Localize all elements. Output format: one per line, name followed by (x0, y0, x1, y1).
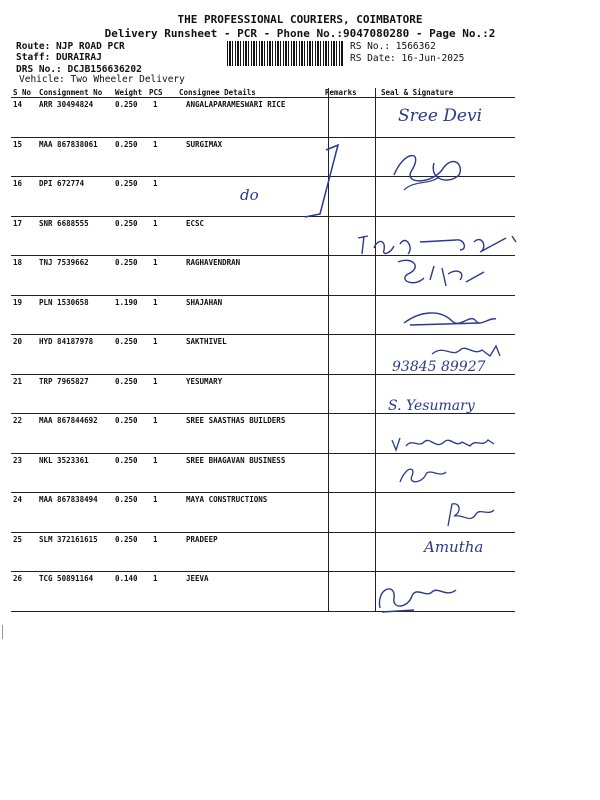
cell-consignment: MAA 867844692 (39, 416, 98, 425)
bracket-mark (300, 142, 350, 222)
cell-sno: 24 (13, 495, 23, 504)
cell-weight: 0.250 (115, 337, 138, 346)
cell-weight: 0.140 (115, 574, 138, 583)
signature-20-phone: 93845 89927 (392, 359, 486, 375)
cell-consignee: SREE BHAGAVAN BUSINESS (186, 455, 286, 465)
cell-sno: 16 (13, 179, 23, 188)
col-header-pcs: PCS (149, 88, 163, 97)
signature-23 (396, 462, 456, 488)
rs-date: RS Date: 16-Jun-2025 (350, 53, 465, 64)
runsheet-subtitle: Delivery Runsheet - PCR - Phone No.:9047080280 - Page No.:2 (104, 27, 496, 40)
cell-sno: 22 (13, 416, 23, 425)
row-rule (11, 216, 515, 217)
col-header-weight: Weight (115, 88, 143, 97)
row-rule (11, 571, 515, 572)
cell-consignment: TRP 7965827 (39, 376, 89, 386)
row-rule (11, 492, 515, 493)
signature-15 (384, 145, 474, 195)
signature-25: Amutha (424, 538, 484, 556)
margin-mark (2, 625, 3, 639)
company-title: THE PROFESSIONAL COURIERS, COIMBATORE (177, 13, 423, 26)
cell-pcs: 1 (153, 534, 158, 544)
cell-consignee: MAYA CONSTRUCTIONS (186, 495, 268, 504)
cell-consignee: ECSC (186, 218, 205, 228)
cell-sno: 14 (13, 100, 23, 109)
cell-consignment: MAA 867838061 (39, 139, 98, 149)
cell-pcs: 1 (153, 179, 158, 188)
col-header-consignee: Consignee Details (179, 88, 256, 97)
cell-weight: 0.250 (115, 179, 138, 188)
route-label: Route: NJP ROAD PCR (16, 41, 125, 52)
cell-consignment: DPI 672774 (39, 179, 85, 188)
vehicle-label: Vehicle: Two Wheeler Delivery (19, 74, 185, 85)
signature-18 (394, 254, 494, 294)
cell-pcs: 1 (153, 139, 158, 149)
ditto-mark: do (240, 186, 259, 204)
cell-weight: 0.250 (115, 455, 138, 465)
cell-consignment: TNJ 7539662 (39, 258, 89, 267)
signature-21: S. Yesumary (388, 398, 475, 414)
cell-consignment: MAA 867838494 (39, 495, 98, 504)
cell-pcs: 1 (153, 100, 158, 109)
cell-consignment: SNR 6688555 (39, 218, 89, 228)
cell-consignee: SAKTHIVEL (186, 337, 227, 346)
cell-consignment: SLM 372161615 (39, 534, 98, 544)
cell-sno: 23 (13, 455, 23, 465)
cell-pcs: 1 (153, 416, 158, 425)
signature-14: Sree Devi (398, 106, 483, 126)
cell-pcs: 1 (153, 218, 158, 228)
row-rule (11, 295, 515, 296)
cell-weight: 0.250 (115, 416, 138, 425)
cell-consignee: ANGALAPARAMESWARI RICE (186, 100, 286, 109)
drs-number: DRS No.: DCJB156636202 (16, 64, 142, 75)
signature-26 (374, 578, 464, 618)
col-header-remarks: Remarks (325, 88, 357, 97)
cell-consignment: TCG 50891164 (39, 574, 94, 583)
cell-pcs: 1 (153, 337, 158, 346)
cell-consignment: HYD 84187978 (39, 337, 94, 346)
cell-weight: 0.250 (115, 495, 138, 504)
cell-pcs: 1 (153, 455, 158, 465)
cell-sno: 21 (13, 376, 23, 386)
cell-pcs: 1 (153, 297, 158, 307)
signature-24 (442, 500, 502, 530)
cell-consignee: RAGHAVENDRAN (186, 258, 241, 267)
row-rule (11, 532, 515, 533)
rs-number: RS No.: 1566362 (350, 41, 436, 52)
cell-pcs: 1 (153, 376, 158, 386)
cell-weight: 0.250 (115, 534, 138, 544)
cell-sno: 26 (13, 574, 23, 583)
row-rule (11, 334, 515, 335)
cell-weight: 0.250 (115, 218, 138, 228)
signature-19 (400, 303, 500, 333)
cell-weight: 1.190 (115, 297, 138, 307)
col-header-consignment: Consignment No (39, 88, 103, 97)
signature-22 (390, 432, 500, 454)
cell-consignee: SHAJAHAN (186, 297, 223, 307)
cell-weight: 0.250 (115, 100, 138, 109)
cell-consignee: YESUMARY (186, 376, 223, 386)
header-rule (11, 97, 515, 98)
cell-pcs: 1 (153, 495, 158, 504)
cell-consignee: SURGIMAX (186, 139, 223, 149)
barcode-image (227, 41, 343, 66)
col-header-signature: Seal & Signature (381, 88, 454, 97)
cell-consignee: JEEVA (186, 574, 209, 583)
cell-consignment: PLN 1530658 (39, 297, 89, 307)
staff-label: Staff: DURAIRAJ (16, 52, 102, 63)
cell-weight: 0.250 (115, 139, 138, 149)
cell-pcs: 1 (153, 258, 158, 267)
cell-consignment: NKL 3523361 (39, 455, 89, 465)
cell-sno: 18 (13, 258, 23, 267)
cell-pcs: 1 (153, 574, 158, 583)
remarks-rule-right (375, 88, 376, 612)
cell-sno: 17 (13, 218, 23, 228)
col-header-sno: S No (13, 88, 32, 97)
cell-sno: 19 (13, 297, 23, 307)
row-rule (11, 137, 515, 138)
cell-consignment: ARR 30494824 (39, 100, 94, 109)
cell-consignee: PRADEEP (186, 534, 218, 544)
cell-consignee: SREE SAASTHAS BUILDERS (186, 416, 286, 425)
cell-sno: 20 (13, 337, 23, 346)
cell-weight: 0.250 (115, 376, 138, 386)
cell-weight: 0.250 (115, 258, 138, 267)
cell-sno: 15 (13, 139, 23, 149)
cell-sno: 25 (13, 534, 23, 544)
